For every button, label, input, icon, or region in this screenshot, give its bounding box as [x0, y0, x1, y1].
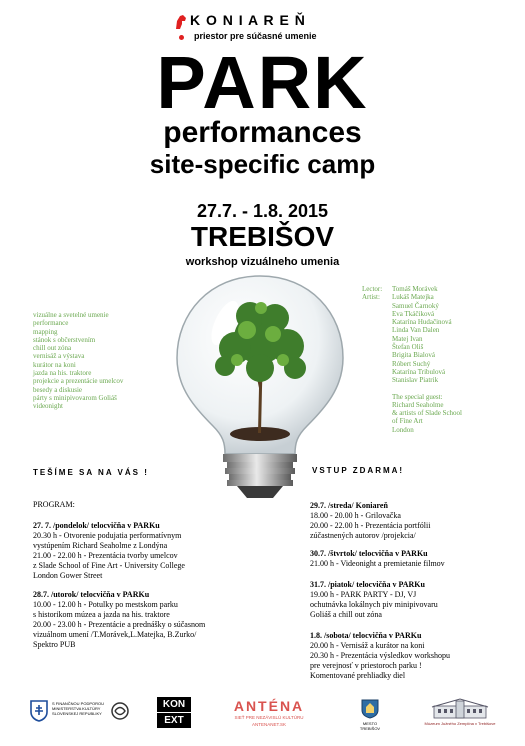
horse-head-icon — [174, 14, 188, 30]
feature-item: vizuálne a svetelné umenie — [33, 311, 109, 319]
title-performances: performances — [163, 116, 362, 149]
program-day — [310, 580, 438, 620]
banner-free-entry: VSTUP ZDARMA! — [312, 466, 405, 475]
antena-subtitle: SIEŤ PRE NEZÁVISLÚ KULTÚRU — [234, 715, 304, 720]
program-line: z Slade School of Fine Art - University College — [33, 561, 185, 570]
program-line: Goliáš a chill out zóna — [310, 610, 382, 619]
feature-item: videonight — [33, 402, 63, 411]
feature-item: vernisáž a výstava — [33, 352, 85, 361]
antena-title: ANTÉNA — [233, 698, 305, 714]
city-crest-icon — [361, 699, 379, 719]
title-park: PARK — [156, 41, 369, 124]
program-line: vizuálnom umení /T.Morávek,L.Matejka, B.Zurko/ — [33, 630, 197, 639]
artist-name: Stanislav Piatrik — [392, 376, 439, 385]
museum-name: Múzeum Južného Zemplína v Trebišove — [424, 721, 496, 726]
feature-item: projekcie a prezentácie umelcov — [33, 377, 124, 386]
brand-name: K O N I A R E Ň — [190, 12, 306, 28]
artist-name: Róbert Suchý — [392, 359, 431, 368]
program-line: 20.30 h - Otvorenie podujatia performatívnym — [33, 531, 182, 540]
program-line: 10.00 - 12.00 h - Potulky po mestskom parku — [33, 600, 178, 609]
artist-name: Linda Van Dalen — [392, 326, 440, 335]
program-heading: PROGRAM: — [33, 500, 75, 509]
program-day-title: 30.7. /štvrtok/ telocvičňa v PARKu — [310, 549, 428, 558]
guest-line: & artists of Slade School — [392, 409, 462, 418]
program-line: Spektro PUB — [33, 640, 76, 649]
artist-name: Brigita Bialová — [392, 351, 435, 360]
sponsor-antena-logo — [214, 698, 324, 730]
dot-icon — [179, 35, 184, 40]
program-day-title: 27. 7. /pondelok/ telocvičňa v PARKu — [33, 521, 160, 530]
program-line: zúčastnených autorov /projekcia/ — [310, 531, 416, 540]
coat-of-arms-icon — [30, 700, 48, 722]
lector-name: Tomáš Morávek — [392, 285, 438, 293]
program-line: ochutnávka lokálnych piv minipivovaru — [310, 600, 438, 609]
ministry-text: S FINANČNOU PODPOROU MINISTERSTVA KULTÚRY SLOVENSKEJ REPUBLIKY — [52, 701, 105, 716]
feature-item: jazda na his. traktore — [33, 369, 92, 378]
program-day — [310, 631, 450, 681]
artist-name: Lukáš Matejka — [392, 293, 434, 302]
guest-line: Richard Seaholme — [392, 400, 444, 409]
kon-label: KON — [157, 697, 191, 712]
ext-label: EXT — [157, 713, 191, 728]
program-day — [33, 590, 205, 650]
program-day — [33, 521, 185, 581]
feature-item: performance — [33, 319, 69, 328]
feature-item: kurátor na koni — [33, 360, 76, 369]
program-day-title: 31.7. /piatok/ telocvičňa v PARKu — [310, 580, 425, 589]
sponsor-ministry-logo — [30, 699, 130, 725]
people-list — [392, 285, 462, 434]
program-line: 21.00 - 22.00 h - Prezentácia tvorby umelcov — [33, 551, 178, 560]
artist-name: Katarína Hudačinová — [392, 318, 452, 327]
sponsor-museum-logo — [424, 697, 496, 731]
brand-tagline: priestor pre súčasné umenie — [194, 31, 317, 41]
program-day-title: 28.7. /utorok/ telocvičňa v PARKu — [33, 590, 150, 599]
feature-item: chill out zóna — [33, 344, 72, 353]
antena-web: ANTENANET.SK — [251, 722, 286, 727]
feature-item: párty s minipivovarom Goliáš — [33, 393, 117, 402]
artist-name: Samuel Čarnoký — [392, 301, 439, 310]
event-dates: 27.7. - 1.8. 2015 — [196, 201, 329, 221]
program-line: s historikom múzea a jazda na his. traktore — [33, 610, 170, 619]
program-line: pre verejnosť v priestoroch parku ! — [310, 661, 422, 670]
city-name: MESTO TREBIŠOV — [359, 721, 381, 731]
feature-item: mapping — [33, 327, 58, 336]
program-line: 18.00 - 20.00 h - Grilovačka — [310, 511, 401, 520]
artist-name: Katarína Tribulová — [392, 367, 446, 376]
people-labels — [362, 285, 382, 302]
title-camp: site-specific camp — [149, 149, 376, 179]
artist-name: Eva Tkáčiková — [392, 309, 435, 318]
event-subtitle: workshop vizuálneho umenia — [185, 256, 340, 268]
sponsor-konext-logo — [157, 697, 191, 729]
banner-welcome: TEŠÍME SA NA VÁS ! — [33, 468, 149, 477]
sponsor-city-logo — [353, 697, 387, 731]
guest-line: London — [392, 425, 414, 434]
program-day-title: 29.7. /streda/ Koniareň — [310, 501, 388, 510]
program-line: London Gower Street — [33, 571, 103, 580]
program-line: 20.00 - 22.00 h - Prezentácia portfólii — [310, 521, 431, 530]
artist-name: Matej Ivan — [392, 334, 423, 343]
ministry-emblem-icon — [110, 701, 130, 721]
feature-item: stánok s občerstvením — [33, 335, 96, 344]
program-line: 20.00 h - Vernisáž a kurátor na koni — [310, 641, 425, 650]
features-list — [33, 311, 123, 411]
lector-label: Lector: — [362, 285, 383, 293]
guest-line: The special guest: — [392, 392, 443, 401]
event-city: TREBIŠOV — [190, 221, 335, 252]
feature-item: besedy a diskusie — [33, 385, 82, 394]
program-line: 21.00 h - Videonight a premietanie filmov — [310, 559, 445, 568]
program-day-title: 1.8. /sobota/ telocvičňa v PARKu — [310, 631, 422, 640]
program-line: 20.30 h - Prezentácia výsledkov workshopu — [310, 651, 450, 660]
program-line: 19.00 h - PARK PARTY - DJ, VJ — [310, 590, 417, 599]
program-day — [310, 549, 445, 569]
artist-name: Štefan Oliš — [392, 343, 424, 352]
artist-label: Artist: — [362, 293, 380, 302]
guest-line: of Fine Art — [392, 417, 423, 426]
program-line: Komentované prehliadky diel — [310, 671, 406, 680]
program-day — [310, 501, 430, 541]
program-line: vystúpením Richard Seaholme z Londýna — [33, 541, 168, 550]
program-line: 20.00 - 23.00 h - Prezentácie a prednášky o súčasnom — [33, 620, 206, 629]
manor-building-icon — [428, 697, 492, 719]
